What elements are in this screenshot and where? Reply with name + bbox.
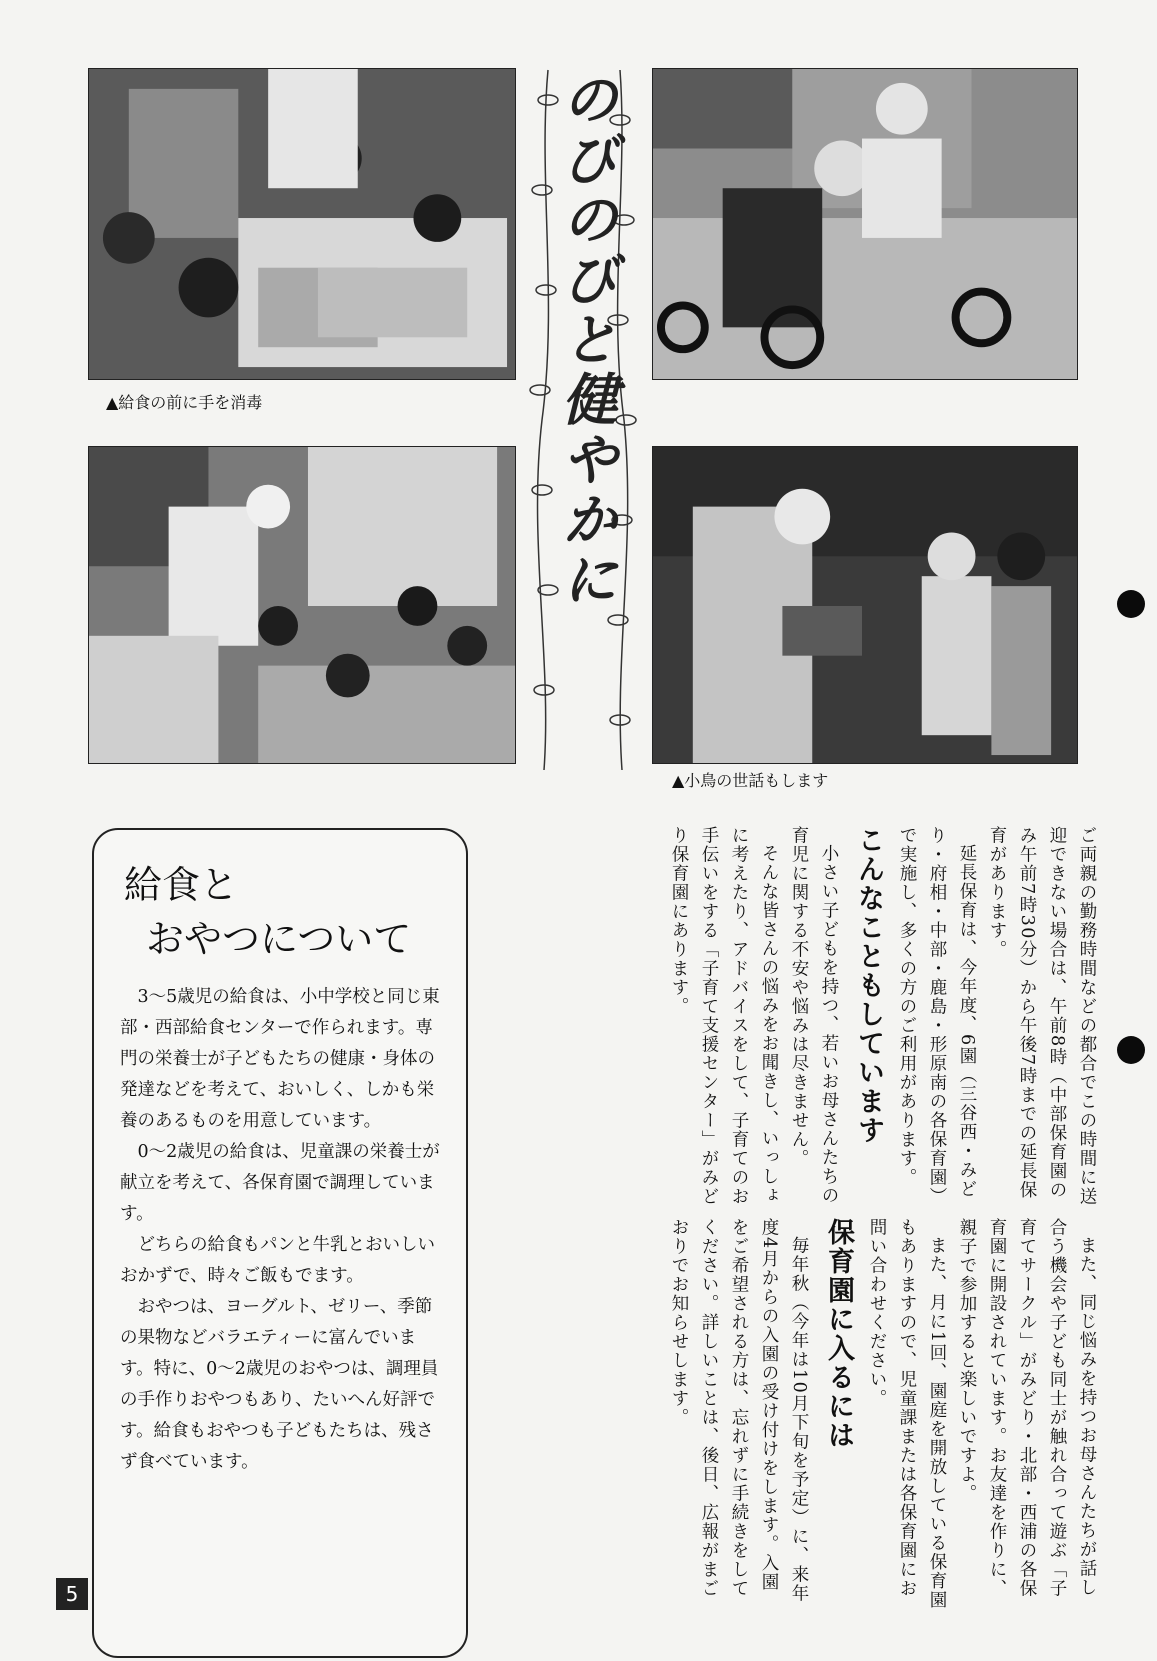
article-bottom (498, 1218, 1102, 1610)
photo-bird-care-image (653, 447, 1077, 763)
photo-lunch-table-image (89, 447, 515, 763)
article-paragraph: また、同じ悩みを持つお母さんたちが話し合う機会や子ども同士が触れ合って遊ぶ「子育てサークル」がみどり・北部・西浦の各保育園に開設されています。お友達を作りに、親子で参加すると楽しいですよ。 (957, 1218, 1097, 1598)
article-paragraph: 毎年秋（今年は10月下旬を予定）に、来年度4月からの入園の受け付けをします。入園をご希望される方は、忘れずに手続きをしてください。詳しいことは、後日、広報がまごおりでお知らせします。 (669, 1218, 809, 1603)
article-paragraph: また、月に1回、園庭を開放している保育園もありますので、児童課または各保育園にお問い合わせください。 (867, 1218, 947, 1610)
box-paragraph: 0～2歳児の給食は、児童課の栄養士が献立を考えて、各保育園で調理しています。 (120, 1142, 440, 1224)
box-paragraph: どちらの給食もパンと牛乳とおいしいおかずで、時々ご飯もでます。 (120, 1235, 435, 1286)
binder-hole (1117, 590, 1145, 618)
photo-bird-care (652, 446, 1078, 764)
page-number: 5 (56, 1578, 88, 1610)
binder-hole (1117, 1036, 1145, 1064)
photo-handwash-image (89, 69, 515, 379)
section-heading: 保育園に入るには (823, 1218, 854, 1450)
box-title-line2: おやつについて (146, 917, 412, 961)
box-body (120, 982, 442, 1478)
photo-lunch-table (88, 446, 516, 764)
article-paragraph: 延長保育は、今年度、6園（三谷西・みどり・府相・中部・鹿島・形原南の各保育園）で実施し、多くの方のご利用があります。 (897, 826, 977, 1206)
article-paragraph: そんな皆さんの悩みをお聞きし、いっしょに考えたり、アドバイスをして、子育てのお手伝いをする「子育て支援センター」がみどり保育園にあります。 (669, 826, 779, 1206)
article-paragraph: 小さい子どもを持つ、若いお母さんたちの育児に関する不安や悩みは尽きません。 (789, 826, 839, 1205)
photo-caption: ▲給食の前に手を消毒 (106, 393, 263, 412)
article-paragraph: ご両親の勤務時間などの都合でこの時間に送迎できない場合は、午前8時（中部保育園のみ午前7時30分）から午後7時までの延長保育があります。 (987, 826, 1097, 1206)
page-title: のびのびと健やかに (553, 70, 618, 610)
section-heading: こんなこともしています (853, 826, 884, 1145)
box-paragraph: 3～5歳児の給食は、小中学校と同じ東部・西部給食センターで作られます。専門の栄養士が子どもたちの健康・身体の発達などを考えて、おいしく、しかも栄養のあるものを用意しています。 (120, 987, 440, 1131)
photo-tricycles-image (653, 69, 1077, 379)
lunch-snack-box (92, 828, 468, 1658)
photo-tricycles (652, 68, 1078, 380)
photo-caption: ▲小鳥の世話もします (672, 771, 829, 790)
box-title-line1: 給食と (124, 863, 239, 907)
box-paragraph: おやつは、ヨーグルト、ゼリー、季節の果物などバラエティーに富んでいます。特に、0～2歳児のおやつは、調理員の手作りおやつもあり、たいへん好評です。給食もおやつも子どもたちは、残さず食べています。 (120, 1297, 439, 1472)
article-top (498, 826, 1102, 1214)
photo-handwash (88, 68, 516, 380)
